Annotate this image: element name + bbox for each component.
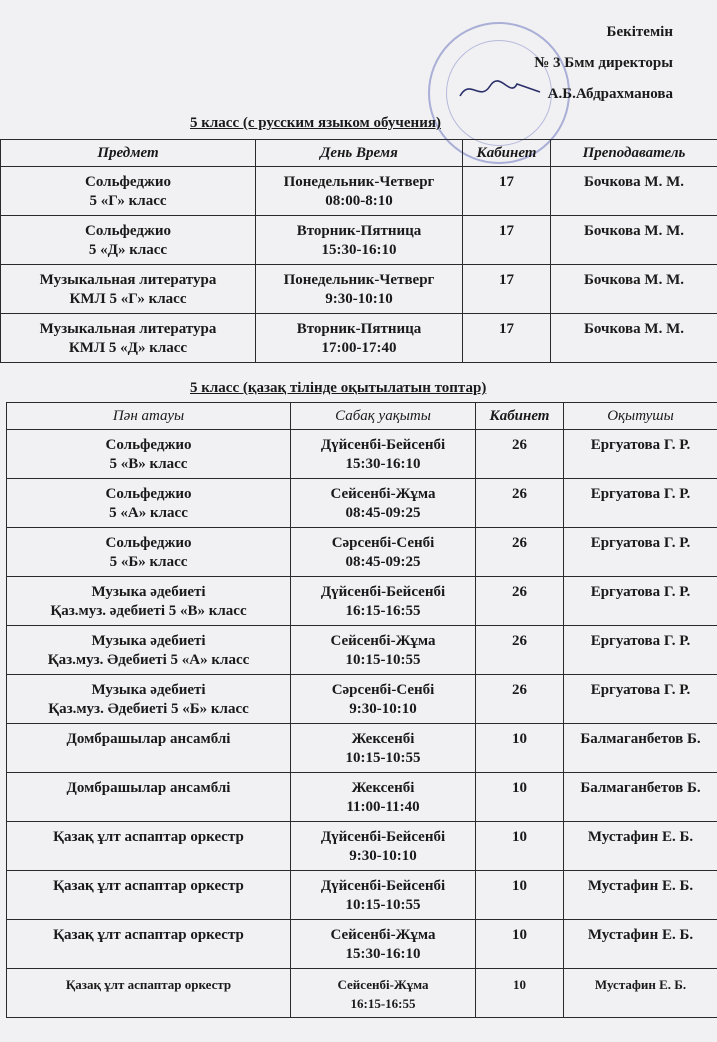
time-line: Понедельник-Четверг bbox=[283, 272, 435, 288]
subject-line: 5 «Д» класс bbox=[88, 242, 168, 258]
subject-cell bbox=[1, 167, 256, 216]
subject-line: 5 «Б» класс bbox=[109, 554, 188, 570]
subject-cell bbox=[7, 969, 291, 1018]
time-line: Дүйсенбі-Бейсенбі bbox=[320, 878, 446, 894]
subject-cell bbox=[7, 773, 291, 822]
subject-cell bbox=[7, 577, 291, 626]
subject-cell bbox=[1, 314, 256, 363]
time-cell bbox=[291, 969, 476, 1018]
room-cell: 10 bbox=[476, 969, 564, 1018]
time-line: 9:30-10:10 bbox=[325, 291, 393, 307]
director-signature bbox=[455, 76, 545, 104]
table-row bbox=[7, 822, 717, 871]
header-subject: Предмет bbox=[1, 140, 256, 167]
approval-position: № 3 Бмм директоры bbox=[534, 55, 673, 71]
subject-line: Қазақ ұлт аспаптар оркестр bbox=[65, 977, 232, 992]
room-cell: 17 bbox=[463, 216, 551, 265]
room-cell: 10 bbox=[476, 920, 564, 969]
table-header-row bbox=[7, 403, 717, 430]
subject-line: Домбрашылар ансамблі bbox=[66, 780, 231, 796]
time-line: 15:30-16:10 bbox=[321, 242, 397, 258]
teacher-cell: Мустафин Е. Б. bbox=[564, 871, 717, 920]
subject-line: Сольфеджио bbox=[105, 437, 192, 453]
time-cell bbox=[291, 724, 476, 773]
teacher-cell: Бочкова М. М. bbox=[551, 314, 717, 363]
table-row bbox=[7, 577, 717, 626]
room-cell: 10 bbox=[476, 871, 564, 920]
subject-line: Қаз.муз. әдебиеті 5 «В» класс bbox=[50, 603, 247, 619]
teacher-cell: Балмаганбетов Б. bbox=[564, 724, 717, 773]
time-cell bbox=[291, 871, 476, 920]
time-line: 15:30-16:10 bbox=[345, 946, 421, 962]
header-room: Кабинет bbox=[463, 140, 551, 167]
header-subject: Пән атауы bbox=[7, 403, 291, 430]
room-cell: 10 bbox=[476, 822, 564, 871]
time-line: 10:15-10:55 bbox=[345, 897, 421, 913]
subject-cell bbox=[7, 528, 291, 577]
room-cell: 26 bbox=[476, 528, 564, 577]
subject-line: Сольфеджио bbox=[105, 486, 192, 502]
subject-line: Қаз.муз. Әдебиеті 5 «А» класс bbox=[47, 652, 250, 668]
time-line: Дүйсенбі-Бейсенбі bbox=[320, 829, 446, 845]
table-row bbox=[1, 314, 717, 363]
teacher-cell: Мустафин Е. Б. bbox=[564, 969, 717, 1018]
time-line: 10:15-10:55 bbox=[345, 652, 421, 668]
time-cell bbox=[291, 430, 476, 479]
time-line: Сәрсенбі-Сенбі bbox=[331, 535, 435, 551]
subject-line: Сольфеджио bbox=[85, 174, 171, 190]
header-time: Сабақ уақыты bbox=[291, 403, 476, 430]
table-row bbox=[7, 724, 717, 773]
teacher-cell: Ергуатова Г. Р. bbox=[564, 577, 717, 626]
room-cell: 26 bbox=[476, 675, 564, 724]
subject-line: Қазақ ұлт аспаптар оркестр bbox=[53, 878, 244, 894]
schedule-table-russian bbox=[0, 139, 717, 363]
subject-line: 5 «Г» класс bbox=[89, 193, 167, 209]
time-line: 16:15-16:55 bbox=[345, 603, 421, 619]
teacher-cell: Мустафин Е. Б. bbox=[564, 822, 717, 871]
time-line: Дүйсенбі-Бейсенбі bbox=[320, 584, 446, 600]
time-cell bbox=[256, 167, 463, 216]
time-line: 08:45-09:25 bbox=[345, 554, 421, 570]
teacher-cell: Ергуатова Г. Р. bbox=[564, 675, 717, 724]
teacher-cell: Мустафин Е. Б. bbox=[564, 920, 717, 969]
teacher-cell: Бочкова М. М. bbox=[551, 167, 717, 216]
time-line: 08:45-09:25 bbox=[345, 505, 421, 521]
teacher-cell: Ергуатова Г. Р. bbox=[564, 626, 717, 675]
time-cell bbox=[256, 314, 463, 363]
table-row bbox=[7, 430, 717, 479]
table-row bbox=[7, 479, 717, 528]
teacher-cell: Бочкова М. М. bbox=[551, 265, 717, 314]
teacher-cell: Балмаганбетов Б. bbox=[564, 773, 717, 822]
teacher-cell: Ергуатова Г. Р. bbox=[564, 528, 717, 577]
section2-caption: 5 класс (қазақ тілінде оқытылатын топтар) bbox=[190, 380, 487, 396]
subject-line: 5 «А» класс bbox=[109, 505, 188, 521]
subject-line: КМЛ 5 «Г» класс bbox=[69, 291, 187, 307]
subject-cell bbox=[7, 822, 291, 871]
room-cell: 10 bbox=[476, 773, 564, 822]
room-cell: 17 bbox=[463, 265, 551, 314]
time-line: Понедельник-Четверг bbox=[283, 174, 435, 190]
teacher-cell: Бочкова М. М. bbox=[551, 216, 717, 265]
time-line: Жексенбі bbox=[351, 731, 415, 747]
time-cell bbox=[291, 577, 476, 626]
room-cell: 26 bbox=[476, 430, 564, 479]
time-cell bbox=[291, 822, 476, 871]
room-cell: 26 bbox=[476, 577, 564, 626]
time-cell bbox=[291, 626, 476, 675]
room-cell: 26 bbox=[476, 626, 564, 675]
time-line: 10:15-10:55 bbox=[345, 750, 421, 766]
teacher-cell: Ергуатова Г. Р. bbox=[564, 430, 717, 479]
subject-cell bbox=[1, 265, 256, 314]
subject-line: КМЛ 5 «Д» класс bbox=[68, 340, 188, 356]
time-line: 17:00-17:40 bbox=[321, 340, 397, 356]
time-line: 08:00-8:10 bbox=[325, 193, 393, 209]
time-line: Сейсенбі-Жұма bbox=[330, 486, 436, 502]
time-line: 9:30-10:10 bbox=[349, 701, 417, 717]
table-row bbox=[7, 626, 717, 675]
subject-line: Музыка әдебиеті bbox=[91, 633, 206, 649]
header-teacher: Преподаватель bbox=[551, 140, 717, 167]
time-line: Сейсенбі-Жұма bbox=[330, 633, 436, 649]
table-row bbox=[1, 216, 717, 265]
subject-line: Қазақ ұлт аспаптар оркестр bbox=[53, 829, 244, 845]
section1-caption: 5 класс (с русским языком обучения) bbox=[190, 115, 441, 131]
time-cell bbox=[291, 920, 476, 969]
table-row bbox=[1, 167, 717, 216]
time-line: Сейсенбі-Жұма bbox=[337, 977, 429, 992]
subject-line: Музыка әдебиеті bbox=[91, 584, 206, 600]
room-cell: 26 bbox=[476, 479, 564, 528]
subject-cell bbox=[7, 920, 291, 969]
header-room: Кабинет bbox=[476, 403, 564, 430]
room-cell: 10 bbox=[476, 724, 564, 773]
subject-line: Музыкальная литература bbox=[39, 321, 217, 337]
subject-cell bbox=[7, 675, 291, 724]
time-line: 9:30-10:10 bbox=[349, 848, 417, 864]
subject-cell bbox=[1, 216, 256, 265]
subject-cell bbox=[7, 724, 291, 773]
time-cell bbox=[256, 216, 463, 265]
time-cell bbox=[291, 528, 476, 577]
subject-line: Сольфеджио bbox=[85, 223, 171, 239]
header-time: День Время bbox=[256, 140, 463, 167]
time-cell bbox=[291, 479, 476, 528]
approval-name: А.Б.Абдрахманова bbox=[547, 86, 673, 102]
time-line: Сейсенбі-Жұма bbox=[330, 927, 436, 943]
time-line: 11:00-11:40 bbox=[346, 799, 420, 815]
time-line: Дүйсенбі-Бейсенбі bbox=[320, 437, 446, 453]
time-line: 16:15-16:55 bbox=[350, 996, 416, 1011]
approval-title: Бекітемін bbox=[606, 24, 673, 40]
subject-line: Қаз.муз. Әдебиеті 5 «Б» класс bbox=[48, 701, 249, 717]
subject-line: Музыкальная литература bbox=[39, 272, 217, 288]
header-teacher: Оқытушы bbox=[564, 403, 717, 430]
table-row bbox=[7, 675, 717, 724]
subject-line: 5 «В» класс bbox=[109, 456, 188, 472]
subject-line: Қазақ ұлт аспаптар оркестр bbox=[53, 927, 244, 943]
time-line: 15:30-16:10 bbox=[345, 456, 421, 472]
table-header-row bbox=[1, 140, 717, 167]
time-line: Жексенбі bbox=[351, 780, 415, 796]
time-line: Сәрсенбі-Сенбі bbox=[331, 682, 435, 698]
teacher-cell: Ергуатова Г. Р. bbox=[564, 479, 717, 528]
subject-line: Сольфеджио bbox=[105, 535, 192, 551]
subject-cell bbox=[7, 871, 291, 920]
table-row bbox=[7, 871, 717, 920]
time-cell bbox=[291, 773, 476, 822]
room-cell: 17 bbox=[463, 167, 551, 216]
subject-line: Музыка әдебиеті bbox=[91, 682, 206, 698]
time-line: Вторник-Пятница bbox=[296, 223, 422, 239]
table-row bbox=[7, 920, 717, 969]
schedule-table-kazakh bbox=[6, 402, 717, 1018]
table-row bbox=[7, 969, 717, 1018]
table-row bbox=[1, 265, 717, 314]
room-cell: 17 bbox=[463, 314, 551, 363]
table-row bbox=[7, 773, 717, 822]
time-cell bbox=[256, 265, 463, 314]
subject-cell bbox=[7, 479, 291, 528]
time-cell bbox=[291, 675, 476, 724]
subject-line: Домбрашылар ансамблі bbox=[66, 731, 231, 747]
table-row bbox=[7, 528, 717, 577]
subject-cell bbox=[7, 430, 291, 479]
subject-cell bbox=[7, 626, 291, 675]
time-line: Вторник-Пятница bbox=[296, 321, 422, 337]
